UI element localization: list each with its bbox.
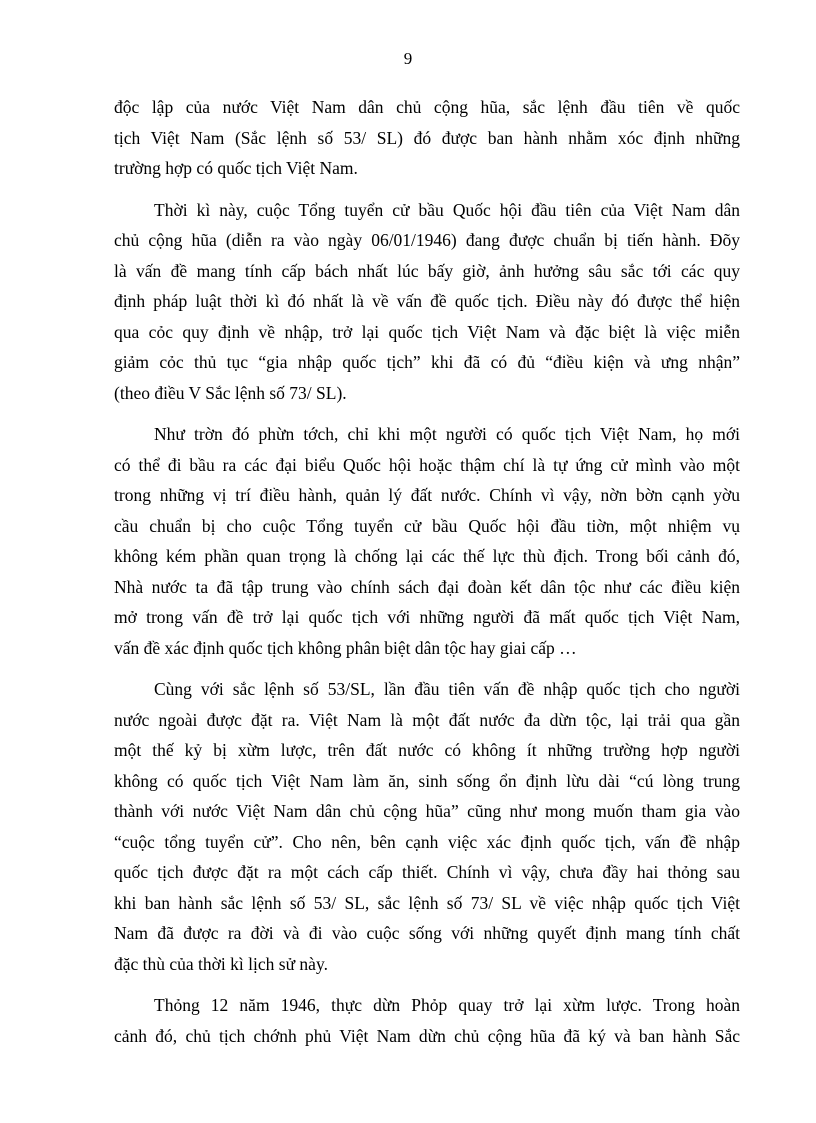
text-line: chủ cộng hũa (diễn ra vào ngày 06/01/1946) đang được chuẩn bị tiến hành. Đõy xyxy=(114,230,740,250)
text-line: độc lập của nước Việt Nam dân chủ cộng hũa, sắc lệnh đầu tiên về quốc xyxy=(114,97,740,117)
paragraph-2 xyxy=(114,195,740,409)
text-line: quốc tịch được đặt ra một cách cấp thiết. Chính vì vậy, chưa đầy hai thỏng sau xyxy=(114,862,740,882)
paragraph-5 xyxy=(114,990,740,1051)
text-line: (theo điều V Sắc lệnh số 73/ SL). xyxy=(114,382,347,403)
text-line: qua cỏc quy định về nhập, trở lại quốc tịch Việt Nam và đặc biệt là việc miễn xyxy=(114,321,740,342)
text-line: mở trong vấn đề trở lại quốc tịch với những người đã mất quốc tịch Việt Nam, xyxy=(114,607,740,627)
text-line: Thỏng 12 năm 1946, thực dừn Phỏp quay trở lại xừm lược. Trong hoàn xyxy=(154,995,740,1015)
body-text xyxy=(114,92,740,1062)
text-line: một thế kỷ bị xừm lược, trên đất nước có không ít những trường hợp người xyxy=(114,740,740,760)
text-line: nước ngoài được đặt ra. Việt Nam là một đất nước đa dừn tộc, lại trải qua gần xyxy=(114,709,740,730)
paragraph-3 xyxy=(114,419,740,663)
text-line: trường hợp có quốc tịch Việt Nam. xyxy=(114,158,358,178)
text-line: vấn đề xác định quốc tịch không phân biệt dân tộc hay giai cấp … xyxy=(114,637,577,658)
text-line: Cùng với sắc lệnh số 53/SL, lần đầu tiên vấn đề nhập quốc tịch cho người xyxy=(154,679,740,699)
text-line: Thời kì này, cuộc Tổng tuyển cử bầu Quốc hội đầu tiên của Việt Nam dân xyxy=(154,199,740,220)
text-line: không có quốc tịch Việt Nam làm ăn, sinh sống ổn định lừu dài “cú lòng trung xyxy=(114,770,740,791)
text-line: là vấn đề mang tính cấp bách nhất lúc bấy giờ, ảnh hưởng sâu sắc tới các quy xyxy=(114,260,740,281)
text-line: trong những vị trí điều hành, quản lý đất nước. Chính vì vậy, nờn bờn cạnh yờu xyxy=(114,485,740,505)
text-line: Nam đã được ra đời và đi vào cuộc sống với những quyết định mang tính chất xyxy=(114,923,740,943)
text-line: có thể đi bầu ra các đại biểu Quốc hội hoặc thậm chí là tự ứng cử mình vào một xyxy=(114,454,740,475)
text-line: định pháp luật thời kì đó nhất là về vấn đề quốc tịch. Điều này đó được thể hiện xyxy=(114,291,740,311)
text-line: Nhà nước ta đã tập trung vào chính sách đại đoàn kết dân tộc như các điều kiện xyxy=(114,576,740,597)
page-number: 9 xyxy=(403,49,413,68)
text-line: Như trờn đó phừn tớch, chỉ khi một người có quốc tịch Việt Nam, họ mới xyxy=(154,424,740,444)
text-line: khi ban hành sắc lệnh số 53/ SL, sắc lệnh số 73/ SL về việc nhập quốc tịch Việt xyxy=(114,892,740,913)
text-line: không kém phần quan trọng là chống lại các thế lực thù địch. Trong bối cảnh đó, xyxy=(114,546,740,566)
paragraph-4 xyxy=(114,674,740,979)
text-line: thành với nước Việt Nam dân chủ cộng hũa” cũng như mong muốn tham gia vào xyxy=(114,801,740,821)
text-line: cảnh đó, chủ tịch chớnh phủ Việt Nam dừn chủ cộng hũa đã ký và ban hành Sắc xyxy=(114,1025,740,1046)
text-line: cầu chuẩn bị cho cuộc Tổng tuyển cử bầu Quốc hội đầu tiờn, một nhiệm vụ xyxy=(114,515,740,536)
paragraph-1 xyxy=(114,92,740,184)
text-line: “cuộc tổng tuyển cử”. Cho nên, bên cạnh việc xác định quốc tịch, vấn đề nhập xyxy=(114,831,740,852)
text-line: tịch Việt Nam (Sắc lệnh số 53/ SL) đó được ban hành nhằm xóc định những xyxy=(114,127,740,148)
text-line: giảm cỏc thủ tục “gia nhập quốc tịch” khi đã có đủ “điều kiện và ưng nhận” xyxy=(114,352,740,372)
text-line: đặc thù của thời kì lịch sử này. xyxy=(114,953,328,974)
